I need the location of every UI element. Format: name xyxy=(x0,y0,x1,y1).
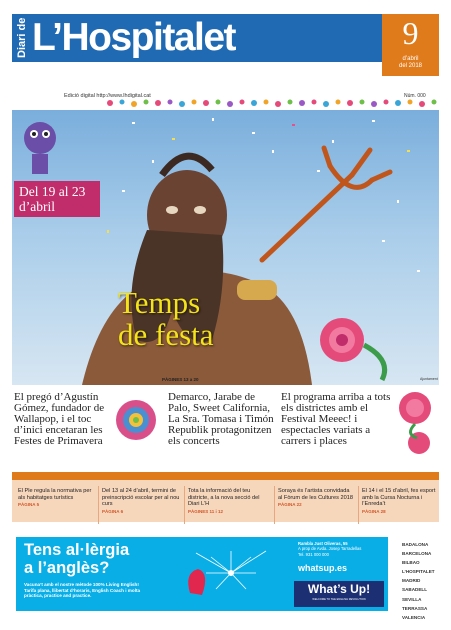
ad-city: SABADELL xyxy=(402,587,428,593)
teaser-text: Soraya és l’artista convidada al Fòrum de les Cultures 2018 xyxy=(278,488,353,501)
headline-text: Temps de festa xyxy=(118,285,214,352)
masthead xyxy=(12,14,439,62)
ad-city: TERRASSA xyxy=(402,605,428,611)
date-range-banner: Del 19 al 23 d’abril xyxy=(14,181,100,217)
teaser-divider xyxy=(274,486,275,524)
ad-headline xyxy=(24,541,129,577)
date-year: del 2018 xyxy=(398,63,423,69)
teaser-text: El 14 i el 15 d’abril, fes esport amb la Cursa Nocturna i l’Enreda’t xyxy=(362,488,436,508)
teaser-item[interactable] xyxy=(362,488,436,515)
date-day: 9 xyxy=(402,15,419,51)
dandelion-icon xyxy=(176,543,286,609)
teaser-band xyxy=(12,472,439,522)
ad-headline-line1: Tens al·lèrgia xyxy=(24,541,130,559)
ad-address xyxy=(298,541,388,557)
story-pregon[interactable]: El pregó d’Agustín Gómez, fundador de Wallapop, i el toc d’inici encetaran les Festes de Primavera xyxy=(14,391,105,447)
ad-city-list xyxy=(402,540,435,622)
ad-address-title: Rambla Just Oliveras, 55 xyxy=(298,541,348,546)
trident xyxy=(262,148,390,260)
teaser-text: El Ple regula la normativa per als habitatges turístics xyxy=(18,488,92,501)
masthead-title: L’Hospitalet xyxy=(32,16,236,59)
teaser-item[interactable] xyxy=(278,488,354,509)
teaser-item[interactable] xyxy=(102,488,180,515)
ad-phone: Tel. 931 000 000 xyxy=(298,551,329,557)
date-box xyxy=(382,14,439,76)
ad-logo-tagline: WELCOME TO THE ENGLISH REVOLUTION xyxy=(312,598,366,601)
teaser-page: PÀGINA 22 xyxy=(278,502,302,508)
mosaic-rose-icon xyxy=(113,397,159,443)
teaser-page: PÀGINES 11 i 12 xyxy=(188,508,224,514)
teaser-item[interactable] xyxy=(18,488,92,509)
ad-city: SEVILLA xyxy=(402,596,422,602)
teaser-text: Tota la informació del teu districte, a la nova secció del Diari L’H xyxy=(188,488,260,508)
ad-body-text: Vacuna’t amb el nostre mètode 100% Living English! Tarifa plana, llibertat d’horaris, English Coach i molta pràctica, practice and practice. xyxy=(24,582,141,599)
story-program[interactable]: El programa arriba a tots els districtes amb el Festival Meeec! i espectacles variats a carrers i places xyxy=(281,391,391,447)
rose-icon xyxy=(395,388,439,458)
teaser-page: PÀGINA 28 xyxy=(362,508,386,514)
pages-reference: PÀGINES 13 a 20 xyxy=(162,377,199,382)
ad-city: MADRID xyxy=(402,578,421,584)
story-concerts[interactable]: Demarco, Jarabe de Palo, Sweet California, La Sra. Tomasa i Timón Republik protagonitzen els concerts xyxy=(168,391,274,447)
teaser-divider xyxy=(98,486,99,524)
ad-website-link[interactable]: whatsup.es xyxy=(298,563,348,573)
ad-city: BARCELONA xyxy=(402,551,432,557)
ad-city: BILBAO xyxy=(402,560,420,566)
teaser-divider xyxy=(358,486,359,524)
rose-decoration xyxy=(320,318,385,380)
floral-decoration xyxy=(0,96,451,110)
advertisement[interactable] xyxy=(12,533,439,620)
teaser-text: Del 13 al 24 d’abril, termini de preinscripció escolar per al nou curs xyxy=(102,488,180,508)
whatsup-logo xyxy=(294,581,384,607)
teaser-divider xyxy=(184,486,185,524)
teaser-page: PÀGINA 5 xyxy=(18,502,40,508)
ad-city: BADALONA xyxy=(402,542,429,547)
ad-city: VALENCIA xyxy=(402,614,426,620)
teaser-page: PÀGINA 6 xyxy=(102,508,124,514)
ad-banner[interactable] xyxy=(16,537,388,611)
digital-edition-link[interactable]: Edició digital http://www.lhdigital.cat xyxy=(64,93,151,99)
date-month: d’abril xyxy=(402,56,419,62)
photo-credit: Ajuntament xyxy=(420,377,438,381)
issue-number: Núm. 000 xyxy=(404,93,426,99)
ad-headline-line2: a l’anglès? xyxy=(24,559,110,577)
ad-address-line: A prop de Avda. Josep Tarradellas xyxy=(298,546,362,552)
mascot-figure xyxy=(24,122,56,174)
ad-logo-text: What’s Up! xyxy=(307,582,371,596)
masthead-diari-label: Diari de xyxy=(16,17,28,59)
ad-city: L’HOSPITALET xyxy=(402,569,435,575)
teaser-item[interactable] xyxy=(188,488,270,515)
headline[interactable] xyxy=(118,287,236,351)
